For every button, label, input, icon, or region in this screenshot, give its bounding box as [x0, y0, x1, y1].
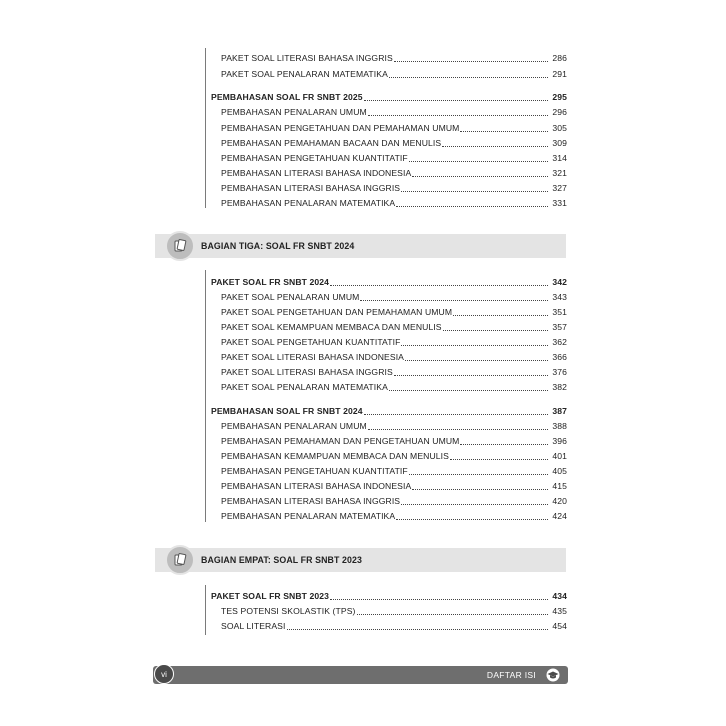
toc-entry-page: 321 [552, 168, 567, 178]
toc-entry[interactable] [221, 319, 567, 333]
toc-heading-title: PAKET SOAL FR SNBT 2024 [211, 277, 330, 287]
toc-entry-title: PEMBAHASAN LITERASI BAHASA INGGRIS [221, 183, 401, 193]
toc-entry-page: 362 [552, 337, 567, 347]
toc-entry[interactable] [221, 349, 567, 363]
toc-entry-title: PAKET SOAL LITERASI BAHASA INGGRIS [221, 367, 393, 377]
toc-entry[interactable] [221, 120, 567, 134]
toc-entry-page: 405 [552, 466, 567, 476]
toc-entry[interactable] [221, 165, 567, 179]
toc-entry-title: PAKET SOAL LITERASI BAHASA INDONESIA [221, 352, 405, 362]
toc-entry[interactable] [221, 50, 567, 64]
toc-entry-title: PEMBAHASAN PENALARAN UMUM [221, 107, 367, 117]
toc-entry[interactable] [221, 618, 567, 632]
toc-entry-page: 454 [552, 621, 567, 631]
toc-entry-title: PAKET SOAL LITERASI BAHASA INGGRIS [221, 53, 393, 63]
toc-entry-title: TES POTENSI SKOLASTIK (TPS) [221, 606, 356, 616]
toc-entry[interactable] [221, 135, 567, 149]
toc-guide-line [205, 585, 206, 635]
toc-entry[interactable] [221, 493, 567, 507]
toc-entry[interactable] [221, 433, 567, 447]
toc-entry-page: 415 [552, 481, 567, 491]
toc-entry-title: PEMBAHASAN PENALARAN UMUM [221, 421, 367, 431]
toc-entry-title: PEMBAHASAN PENGETAHUAN DAN PEMAHAMAN UMUM [221, 123, 460, 133]
toc-entry-page: 424 [552, 511, 567, 521]
toc-entry[interactable] [221, 478, 567, 492]
section-title: BAGIAN TIGA: SOAL FR SNBT 2024 [201, 241, 355, 251]
toc-entry[interactable] [221, 364, 567, 378]
toc-entry[interactable] [221, 180, 567, 194]
toc-entry-title: PAKET SOAL PENALARAN MATEMATIKA [221, 69, 388, 79]
toc-entry-page: 314 [552, 153, 567, 163]
toc-entry-title: PEMBAHASAN LITERASI BAHASA INDONESIA [221, 168, 412, 178]
toc-entry-page: 382 [552, 382, 567, 392]
toc-entry-page: 388 [552, 421, 567, 431]
toc-heading-page: 387 [552, 406, 567, 416]
toc-entry[interactable] [221, 448, 567, 462]
toc-entry-title: SOAL LITERASI [221, 621, 286, 631]
toc-guide-line [205, 270, 206, 522]
toc-heading-entry[interactable] [211, 274, 567, 288]
section-title: BAGIAN EMPAT: SOAL FR SNBT 2023 [201, 555, 362, 565]
toc-entry-page: 396 [552, 436, 567, 446]
toc-entry-page: 420 [552, 496, 567, 506]
page-number: vi [154, 664, 174, 684]
toc-entry-page: 309 [552, 138, 567, 148]
toc-entry-page: 291 [552, 69, 567, 79]
toc-entry-page: 351 [552, 307, 567, 317]
toc-entry-page: 343 [552, 292, 567, 302]
toc-entry-title: PAKET SOAL PENALARAN UMUM [221, 292, 360, 302]
toc-entry-title: PEMBAHASAN LITERASI BAHASA INGGRIS [221, 496, 401, 506]
toc-heading-entry[interactable] [211, 403, 567, 417]
toc-entry[interactable] [221, 289, 567, 303]
toc-entry-title: PEMBAHASAN KEMAMPUAN MEMBACA DAN MENULIS [221, 451, 449, 461]
book-icon [165, 231, 195, 261]
toc-entry-page: 331 [552, 198, 567, 208]
toc-entry[interactable] [221, 603, 567, 617]
toc-entry-page: 376 [552, 367, 567, 377]
toc-entry-page: 286 [552, 53, 567, 63]
toc-heading-page: 434 [552, 591, 567, 601]
toc-heading-title: PEMBAHASAN SOAL FR SNBT 2025 [211, 92, 363, 102]
book-icon [165, 545, 195, 575]
toc-entry-title: PEMBAHASAN PENGETAHUAN KUANTITATIF [221, 153, 408, 163]
toc-entry-page: 357 [552, 322, 567, 332]
toc-entry[interactable] [221, 508, 567, 522]
toc-entry-page: 296 [552, 107, 567, 117]
toc-entry-page: 366 [552, 352, 567, 362]
toc-entry[interactable] [221, 334, 567, 348]
toc-entry-page: 305 [552, 123, 567, 133]
toc-entry-title: PEMBAHASAN LITERASI BAHASA INDONESIA [221, 481, 412, 491]
toc-guide-line [205, 48, 206, 208]
section-header-bagian-tiga[interactable] [155, 234, 566, 258]
toc-heading-entry[interactable] [211, 89, 567, 103]
toc-entry-title: PEMBAHASAN PEMAHAMAN DAN PENGETAHUAN UMUM [221, 436, 460, 446]
toc-entry-page: 435 [552, 606, 567, 616]
toc-entry-page: 327 [552, 183, 567, 193]
toc-entry[interactable] [221, 150, 567, 164]
toc-entry-title: PEMBAHASAN PEMAHAMAN BACAAN DAN MENULIS [221, 138, 442, 148]
toc-entry[interactable] [221, 418, 567, 432]
toc-entry[interactable] [221, 379, 567, 393]
toc-entry[interactable] [221, 195, 567, 209]
section-header-bagian-empat[interactable] [155, 548, 566, 572]
toc-entry-title: PAKET SOAL PENGETAHUAN KUANTITATIF [221, 337, 401, 347]
toc-heading-title: PEMBAHASAN SOAL FR SNBT 2024 [211, 406, 363, 416]
toc-entry-title: PAKET SOAL KEMAMPUAN MEMBACA DAN MENULIS [221, 322, 442, 332]
toc-entry[interactable] [221, 66, 567, 80]
toc-heading-entry[interactable] [211, 588, 567, 602]
toc-entry-title: PAKET SOAL PENALARAN MATEMATIKA [221, 382, 388, 392]
toc-heading-page: 342 [552, 277, 567, 287]
footer-title: DAFTAR ISI [486, 670, 536, 680]
graduation-cap-icon [544, 667, 562, 683]
toc-heading-title: PAKET SOAL FR SNBT 2023 [211, 591, 330, 601]
toc-entry[interactable] [221, 304, 567, 318]
toc-entry-title: PEMBAHASAN PENGETAHUAN KUANTITATIF [221, 466, 408, 476]
page-footer [153, 666, 568, 684]
toc-heading-page: 295 [552, 92, 567, 102]
toc-entry-title: PAKET SOAL PENGETAHUAN DAN PEMAHAMAN UMUM [221, 307, 453, 317]
toc-entry-page: 401 [552, 451, 567, 461]
toc-entry[interactable] [221, 463, 567, 477]
toc-entry[interactable] [221, 104, 567, 118]
toc-entry-title: PEMBAHASAN PENALARAN MATEMATIKA [221, 198, 396, 208]
toc-entry-title: PEMBAHASAN PENALARAN MATEMATIKA [221, 511, 396, 521]
